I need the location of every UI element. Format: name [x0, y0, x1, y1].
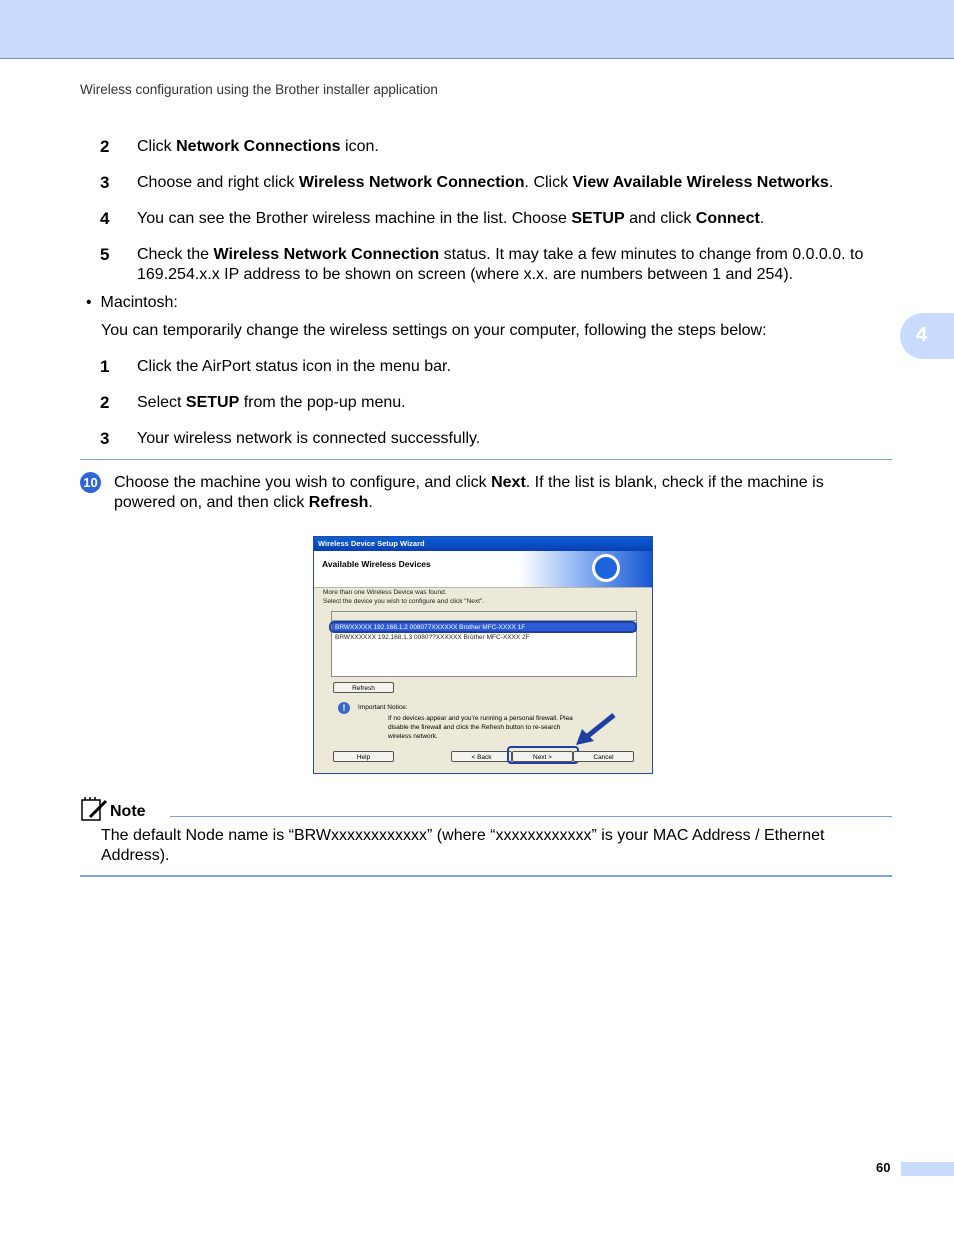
back-button[interactable]: < Back: [451, 751, 512, 762]
note-bottom-rule: [80, 875, 892, 877]
selection-highlight-ring: [329, 621, 637, 633]
step-number: 1: [100, 357, 110, 376]
top-banner: [0, 0, 954, 59]
dialog-header: [314, 551, 652, 588]
device-row-selected[interactable]: BRWXXXXX 192.168.1.2 008077XXXXXX Brother MFC-XXXX 1F: [332, 623, 636, 632]
info-icon: !: [338, 702, 350, 714]
running-header: Wireless configuration using the Brother installer application: [80, 82, 438, 97]
refresh-button[interactable]: Refresh: [333, 682, 394, 693]
macintosh-intro: You can temporarily change the wireless settings on your computer, following the steps below:: [101, 322, 767, 339]
step-text: Click the AirPort status icon in the menu bar.: [137, 358, 451, 375]
note-text: The default Node name is “BRWxxxxxxxxxxxx” (where “xxxxxxxxxxxx” is your MAC Address / Ethernet Address).: [101, 827, 825, 864]
dialog-heading: Available Wireless Devices: [322, 559, 431, 569]
step-text: Your wireless network is connected successfully.: [137, 430, 481, 447]
step-text: Click Network Connections icon.: [137, 138, 379, 155]
notice-line: disable the firewall and click the Refresh button to re-search: [388, 724, 561, 731]
wizard-dialog-screenshot: [313, 536, 653, 774]
step-text: Choose and right click Wireless Network Connection. Click View Available Wireless Networks.: [137, 174, 834, 191]
step-number: 2: [100, 393, 110, 412]
page-number: 60: [876, 1160, 891, 1175]
step-text: Check the Wireless Network Connection status. It may take a few minutes to change from 0.0.0.0. to 169.254.x.x IP address to be shown on screen (where x.x. are numbers between 1 and 254).: [137, 246, 864, 283]
step-number: 5: [100, 245, 110, 264]
notice-line: wireless network.: [388, 733, 438, 740]
chapter-tab: 4: [900, 313, 954, 359]
device-list[interactable]: [331, 611, 637, 677]
step-text: Select SETUP from the pop-up menu.: [137, 394, 406, 411]
step-10-text: Choose the machine you wish to configure, and click Next. If the list is blank, check if the machine is powered on, and then click Refresh.: [114, 474, 824, 511]
dialog-info-line: More than one Wireless Device was found.: [323, 589, 447, 596]
wireless-logo-icon: [520, 551, 652, 587]
wireless-ring-icon: [592, 554, 620, 582]
step-number: 2: [100, 137, 110, 156]
notice-line: If no devices appear and you're running a personal firewall. Plea: [388, 715, 573, 722]
next-button[interactable]: Next >: [512, 751, 573, 762]
section-divider: [80, 459, 892, 460]
device-row[interactable]: BRWXXXXXX 192.168.1.3 0080??XXXXXX Brother MFC-XXXX 2F: [335, 634, 530, 641]
dialog-info-line: Select the device you wish to configure and click "Next".: [323, 598, 485, 605]
page-number-bar: [901, 1162, 954, 1176]
next-highlight-ring: [507, 746, 579, 764]
help-button[interactable]: Help: [333, 751, 394, 762]
macintosh-bullet: • Macintosh:: [86, 294, 178, 311]
cancel-button[interactable]: Cancel: [573, 751, 634, 762]
device-list-header: [332, 612, 636, 621]
step-number: 3: [100, 173, 110, 192]
step-10-icon: 10: [80, 472, 101, 493]
note-divider: [170, 816, 892, 817]
note-pencil-icon: [80, 797, 108, 823]
step-number: 3: [100, 429, 110, 448]
note-label: Note: [110, 803, 146, 820]
step-number: 4: [100, 209, 110, 228]
pointer-arrow-icon: [572, 711, 618, 749]
dialog-title: Wireless Device Setup Wizard: [314, 537, 652, 551]
notice-title: Important Notice:: [358, 704, 408, 711]
step-text: You can see the Brother wireless machine in the list. Choose SETUP and click Connect.: [137, 210, 765, 227]
